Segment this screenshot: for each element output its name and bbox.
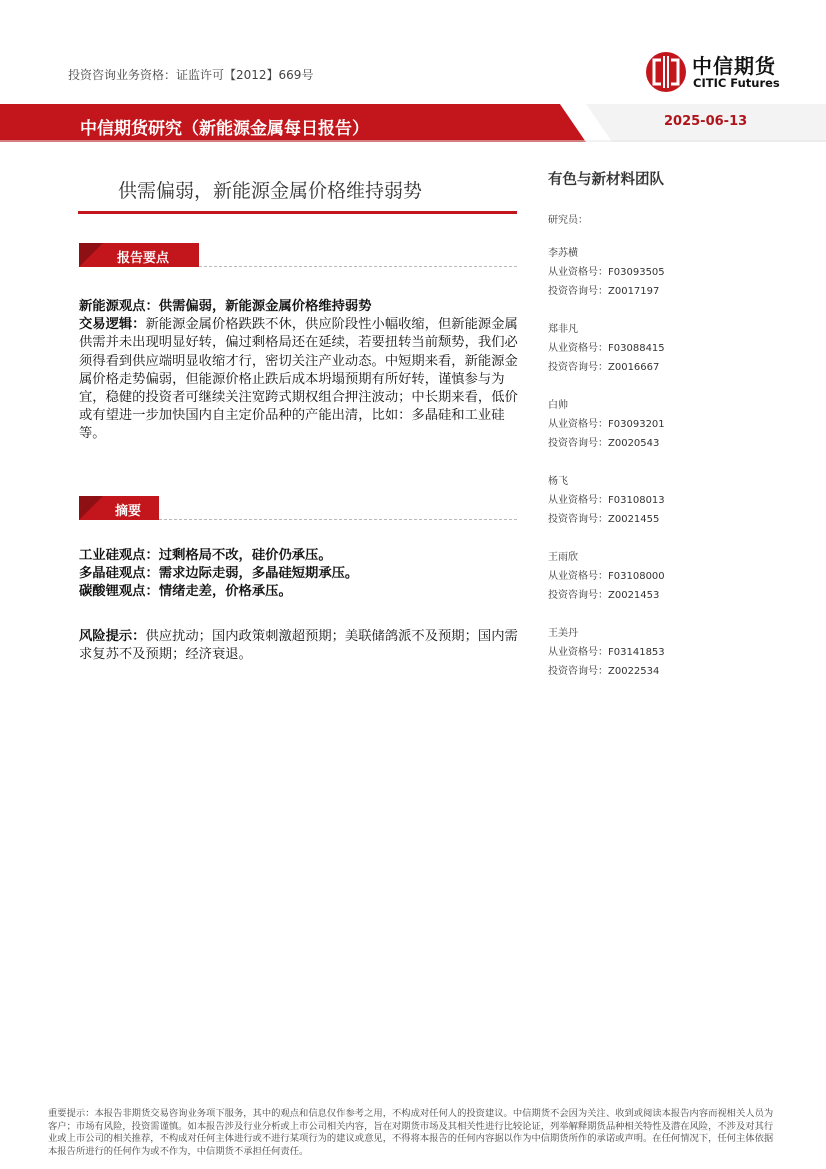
summary-list: [79, 547, 521, 602]
logo-cn-text: 中信期货: [692, 54, 776, 78]
researcher-label: 研究员：: [548, 215, 588, 226]
analyst-entry: [548, 472, 665, 529]
risk-text: 供应扰动；国内政策刺激超预期；美联储鸽派不及预期；国内需求复苏不及预期；经济衰退。: [79, 629, 518, 663]
summary-item: 碳酸锂观点：情绪走差，价格承压。: [79, 584, 292, 600]
analyst-license: 从业资格号：F03093505: [548, 267, 665, 278]
summary-item: 多晶硅观点：需求边际走弱，多晶硅短期承压。: [79, 566, 359, 582]
banner-title: 中信期货研究（新能源金属每日报告）: [80, 119, 369, 139]
analyst-license: 从业资格号：F03088415: [548, 343, 665, 354]
section-summary: [79, 496, 159, 520]
logic-label: 交易逻辑：: [79, 317, 146, 333]
analyst-consult-id: 投资咨询号：Z0020543: [548, 438, 660, 449]
analyst-consult-id: 投资咨询号：Z0016667: [548, 362, 660, 373]
report-date: 2025-06-13: [664, 114, 748, 129]
analyst-name: 白帅: [548, 400, 568, 411]
section-summary-label: 摘要: [115, 504, 142, 519]
analyst-entry: [548, 624, 665, 681]
logo-en-text: CITIC Futures: [693, 76, 780, 90]
analyst-consult-id: 投资咨询号：Z0021455: [548, 514, 660, 525]
analyst-license: 从业资格号：F03108013: [548, 495, 665, 506]
team-name: 有色与新材料团队: [548, 172, 664, 188]
analyst-entry: [548, 320, 665, 377]
analyst-license: 从业资格号：F03093201: [548, 419, 665, 430]
analyst-name: 王美丹: [548, 628, 578, 639]
analyst-name: 李苏横: [548, 248, 578, 259]
key-points-body: [79, 298, 521, 444]
analyst-license: 从业资格号：F03108000: [548, 571, 665, 582]
analyst-consult-id: 投资咨询号：Z0021453: [548, 590, 660, 601]
title-divider: [78, 211, 517, 214]
logic-text: 新能源金属价格跌跌不休，供应阶段性小幅收缩，但新能源金属供需并未出现明显好转，偏过剩格局还在延续，若要扭转当前颓势，我们必须得看到供应端明显收缩才行，密切关注产业动态。中短期来看，新能源金属价格走势偏弱，但能源价格止跌后成本坍塌预期有所好转，谨慎参与为宜，稳健的投资者可继续关注宽跨式期权组合押注波动；中长期来看，低价或有望进一步加快国内自主定价品种的产能出清，比如：多晶硅和工业硅等。: [79, 317, 518, 442]
section-key-points-label: 报告要点: [117, 251, 170, 266]
analyst-entry: [548, 244, 665, 301]
citic-logo-icon: [644, 50, 688, 94]
view-statement: 新能源观点：供需偏弱，新能源金属价格维持弱势: [79, 299, 372, 314]
analyst-name: 王雨欣: [548, 552, 578, 563]
report-title: 供需偏弱，新能源金属价格维持弱势: [118, 180, 423, 202]
section-divider: [159, 519, 517, 520]
risk-warning: [79, 628, 521, 664]
trading-logic: [79, 316, 521, 443]
section-key-points: [79, 243, 199, 267]
analyst-consult-id: 投资咨询号：Z0022534: [548, 666, 660, 677]
risk-label: 风险提示：: [79, 629, 146, 644]
company-logo: [644, 48, 804, 96]
disclaimer-text: 重要提示：本报告非期货交易咨询业务项下服务，其中的观点和信息仅作参考之用，不构成对任何人的投资建议。中信期货不会因为关注、收到或阅读本报告内容而视相关人员为客户；市场有风险，投资需谨慎。如本报告涉及行业分析或上市公司相关内容，旨在对期货市场及其相关性进行比较论证，列举解释期货品种相关特性及潜在风险，不涉及对其行业或上市公司的相关推荐，不构成对任何主体进行或不进行某项行为的建议或意见，不得将本报告的任何内容据以作为中信期货所作的承诺或声明。在任何情况下，任何主体依据本报告所进行的任何作为或不作为，中信期货不承担任何责任。: [48, 1108, 774, 1158]
analyst-name: 杨飞: [548, 476, 568, 487]
section-divider: [199, 266, 517, 267]
summary-item: 工业硅观点：过剩格局不改，硅价仍承压。: [79, 548, 332, 563]
analyst-entry: [548, 396, 665, 453]
analyst-entry: [548, 548, 665, 605]
analyst-consult-id: 投资咨询号：Z0017197: [548, 286, 660, 297]
analyst-license: 从业资格号：F03141853: [548, 647, 665, 658]
license-text: 投资咨询业务资格：证监许可【2012】669号: [68, 68, 314, 82]
analyst-name: 郑非凡: [548, 324, 578, 335]
